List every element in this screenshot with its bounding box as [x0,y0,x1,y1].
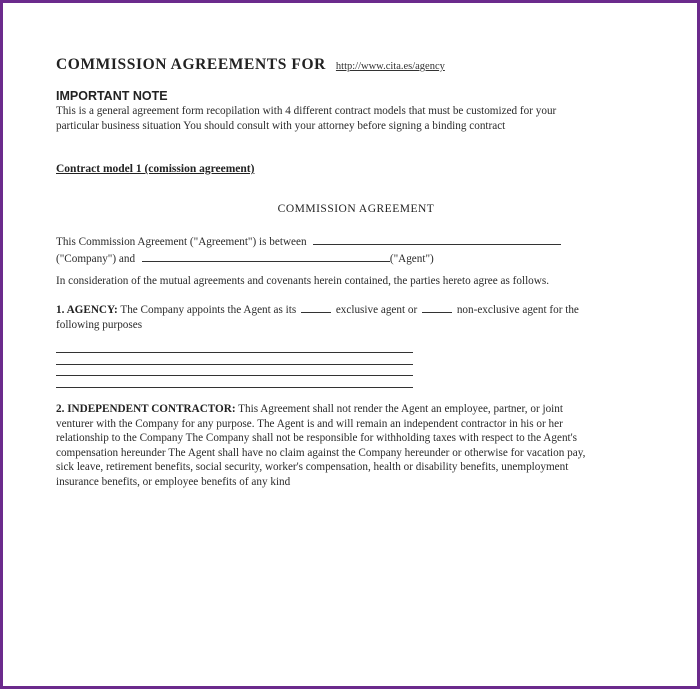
purposes-blank-lines [56,341,413,388]
important-note-line-1: This is a general agreement form recopilation with 4 different contract models that must be customized for your [56,105,557,117]
agency-clause [56,301,646,332]
agency-text-a: The Company appoints the Agent as its [120,304,297,316]
agency-text-b: exclusive agent or [335,304,418,316]
purpose-blank-line[interactable] [56,341,413,353]
agency-heading: 1. AGENCY: [56,304,118,316]
consideration-clause: In consideration of the mutual agreements and covenants herein contained, the parties hereto agree as follows. [56,275,549,287]
document-title: COMMISSION AGREEMENTS FOR [56,56,326,73]
ic-heading: 2. INDEPENDENT CONTRACTOR: [56,403,236,415]
agency-url-link[interactable]: http://www.cita.es/agency [335,61,445,72]
contract-model-heading: Contract model 1 (comission agreement) [56,163,255,175]
important-note-body [56,104,636,133]
important-note-line-2: particular business situation You should consult with your attorney before signing a binding contract [56,119,506,132]
non-exclusive-agent-blank[interactable] [422,301,452,313]
agency-line-1 [56,301,646,318]
parties-clause [56,233,561,266]
agreement-title: COMMISSION AGREEMENT [277,203,435,215]
ic-line-1-text: This Agreement shall not render the Agent an employee, partner, or joint [238,403,563,415]
important-note-heading: IMPORTANT NOTE [56,89,168,103]
parties-line-1-text: This Commission Agreement ("Agreement") is between [56,236,307,248]
agency-line-2: following purposes [56,318,143,331]
document-header [56,56,445,74]
purpose-blank-line[interactable] [56,353,413,365]
ic-line-3: relationship to the Company The Company shall not be responsible for withholding taxes with respect to the Agent's [56,432,578,444]
exclusive-agent-blank[interactable] [301,301,331,313]
agent-name-blank[interactable] [142,250,390,262]
purpose-blank-line[interactable] [56,365,413,377]
company-label: ("Company") and [56,252,136,265]
independent-contractor-clause [56,402,656,489]
ic-line-2: venturer with the Company for any purpose. The Agent is and will remain an independent contractor in his or her [56,417,563,430]
company-name-blank[interactable] [313,233,561,245]
ic-line-5: sick leave, retirement benefits, social security, worker's compensation, health or disability benefits, unemployment [56,461,569,473]
ic-line-4: compensation hereunder The Agent shall have no claim against the Company hereunder or otherwise for vacation pay, [56,446,586,459]
agent-label: ("Agent") [389,252,434,265]
ic-line-6: insurance benefits, or employee benefits of any kind [56,475,291,488]
parties-line-2 [56,250,561,267]
parties-line-1 [56,233,561,250]
ic-line-1 [56,402,656,417]
agency-text-c: non-exclusive agent for the [456,304,579,316]
purpose-blank-line[interactable] [56,376,413,388]
